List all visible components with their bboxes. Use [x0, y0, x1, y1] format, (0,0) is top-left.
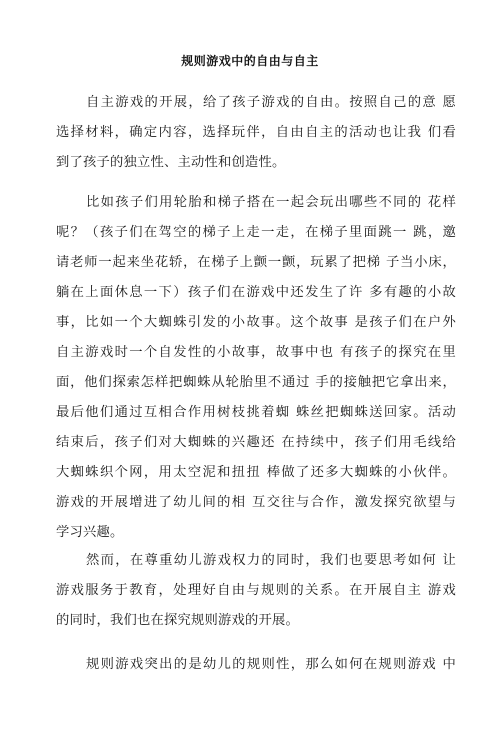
text-line: 呢？（孩子们在驾空的梯子上走一走，在梯子里面跳一 跳，邀: [56, 225, 456, 240]
paragraph-3: [56, 546, 456, 636]
text-line: 结束后，孩子们对大蜘蛛的兴趣还 在持续中，孩子们用毛线给: [56, 435, 456, 450]
text-line: 最后他们通过互相合作用树枝挑着蜘 蛛丝把蜘蛛送回家。活动: [56, 405, 456, 420]
document-title: 规则游戏中的自由与自主: [181, 54, 319, 68]
text-line: 自主游戏时一个自发性的小故事，故事中也 有孩子的探究在里: [56, 345, 456, 360]
paragraph-2: [56, 188, 456, 548]
text-line: 选择材料，确定内容，选择玩伴，自由自主的活动也让我 们看: [56, 125, 456, 140]
text-line: 规则游戏突出的是幼儿的规则性，那么如何在规则游戏 中: [86, 657, 456, 672]
text-line: 躺在上面休息一下）孩子们在游戏中还发生了许 多有趣的小故: [56, 285, 456, 300]
text-line: 游戏的开展增进了幼儿间的相 互交往与合作，激发探究欲望与: [56, 495, 456, 510]
text-line: 事，比如一个大蜘蛛引发的小故事。这个故事 是孩子们在户外: [56, 315, 456, 330]
text-line: 然而，在尊重幼儿游戏权力的同时，我们也要思考如何 让: [86, 553, 456, 568]
text-line: 学习兴趣。: [56, 525, 124, 540]
text-line: 游戏服务于教育，处理好自由与规则的关系。在开展自主 游戏: [56, 583, 456, 598]
paragraph-1: [56, 88, 456, 178]
paragraph-4: [56, 650, 456, 680]
text-line: 面，他们探索怎样把蜘蛛从轮胎里不通过 手的接触把它拿出来，: [56, 375, 456, 390]
text-line: 自主游戏的开展，给了孩子游戏的自由。按照自己的意 愿: [86, 95, 456, 110]
text-line: 比如孩子们用轮胎和梯子搭在一起会玩出哪些不同的 花样: [86, 195, 456, 210]
text-line: 请老师一起来坐花轿，在梯子上颤一颤，玩累了把梯 子当小床，: [56, 255, 456, 270]
text-line: 的同时，我们也在探究规则游戏的开展。: [56, 613, 299, 628]
text-line: 大蜘蛛织个网，用太空泥和扭扭 棒做了还多大蜘蛛的小伙伴。: [56, 465, 456, 480]
text-line: 到了孩子的独立性、主动性和创造性。: [56, 155, 286, 170]
